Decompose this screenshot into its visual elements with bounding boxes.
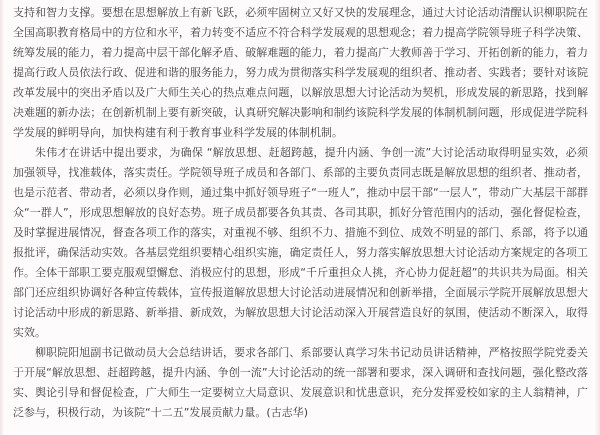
paragraph-3-text: 柳职院阳旭副书记做动员大会总结讲话，要求各部门、系部要认真学习朱书记动员讲话精神，严格按照学院党委关于开展“解放思想、赶超跨越，提升内涵、争创一流”大讨论活动的统一部署和要求，深入调研和查找问题，强化整改落实、舆论引导和督促检查，广大师生一定要树立大局意识、发展意识和忧患意识，充分发挥爱校如家的主人翁精神，广泛参与，积极行动，为该院“十二五”发展贡献力量。 [13, 346, 588, 419]
byline: (古志华) [266, 406, 308, 419]
paragraph-3 [13, 343, 588, 423]
paragraph-1: 支持和智力支撑。要想在思想解放上有新飞跃，必须牢固树立又好又快的发展理念，通过大讨论活动清醒认识柳职院在全国高职教育格局中的方位和水平，着力转变不适应不符合科学发展观的思想观念；着力提高学院领导班子科学决策、统筹发展的能力，着力提高中层干部化解矛盾、破解难题的能力，着力提高广大教师善于学习、开拓创新的能力，着力提高行政人员依法行政、促进和谐的服务能力，努力成为贯彻落实科学发展观的组织者、推动者、实践者；要针对该院改革发展中的突出矛盾以及广大师生关心的热点难点问题，以解放思想大讨论活动为契机，形成发展的新思路，找到解决难题的新办法；在创新机制上要有新突破，认真研究解决影响和制约该院科学发展的体制机制问题，形成促进学院科学发展的鲜明导向，加快构建有利于教育事业科学发展的体制机制。 [13, 6, 588, 139]
paragraph-2: 朱伟才在讲话中提出要求，为确保 “解放思想、赶超跨越，提升内涵、争创一流”大讨论活动取得明显实效，必须加强领导，找准载体，落实责任。学院领导班子成员和各部门、系部的主要负责同志既是解放思想的组织者、推动者，也是示范者、带动者，必须以身作则，通过集中抓好领导班子“一班人”，推动中层干部“一层人”，带动广大基层干部群众“一群人”，形成思想解放的良好态势。班子成员都要各负其责、各司其职，抓好分管范围内的活动，强化督促检查，及时掌握进展情况，督查各项工作的落实，对重视不够、组织不力、措施不到位、成效不明显的部门、系部，将予以通报批评，确保活动实效。各基层党组织要精心组织实施，确定责任人，努力落实解放思想大讨论活动方案规定的各项工作。全体干部职工要克服观望懈怠、消极应付的思想，形成“千斤重担众人挑，齐心协力促赶超”的共识共为局面。相关部门还应组织协调好各种宣传载体，宣传报道解放思想大讨论活动进展情况和创新举措，全面展示学院开展解放思想大讨论活动中形成的新思路、新举措、新成效，为解放思想大讨论活动深入开展营造良好的氛围，使活动不断深入，取得实效。 [13, 146, 588, 339]
